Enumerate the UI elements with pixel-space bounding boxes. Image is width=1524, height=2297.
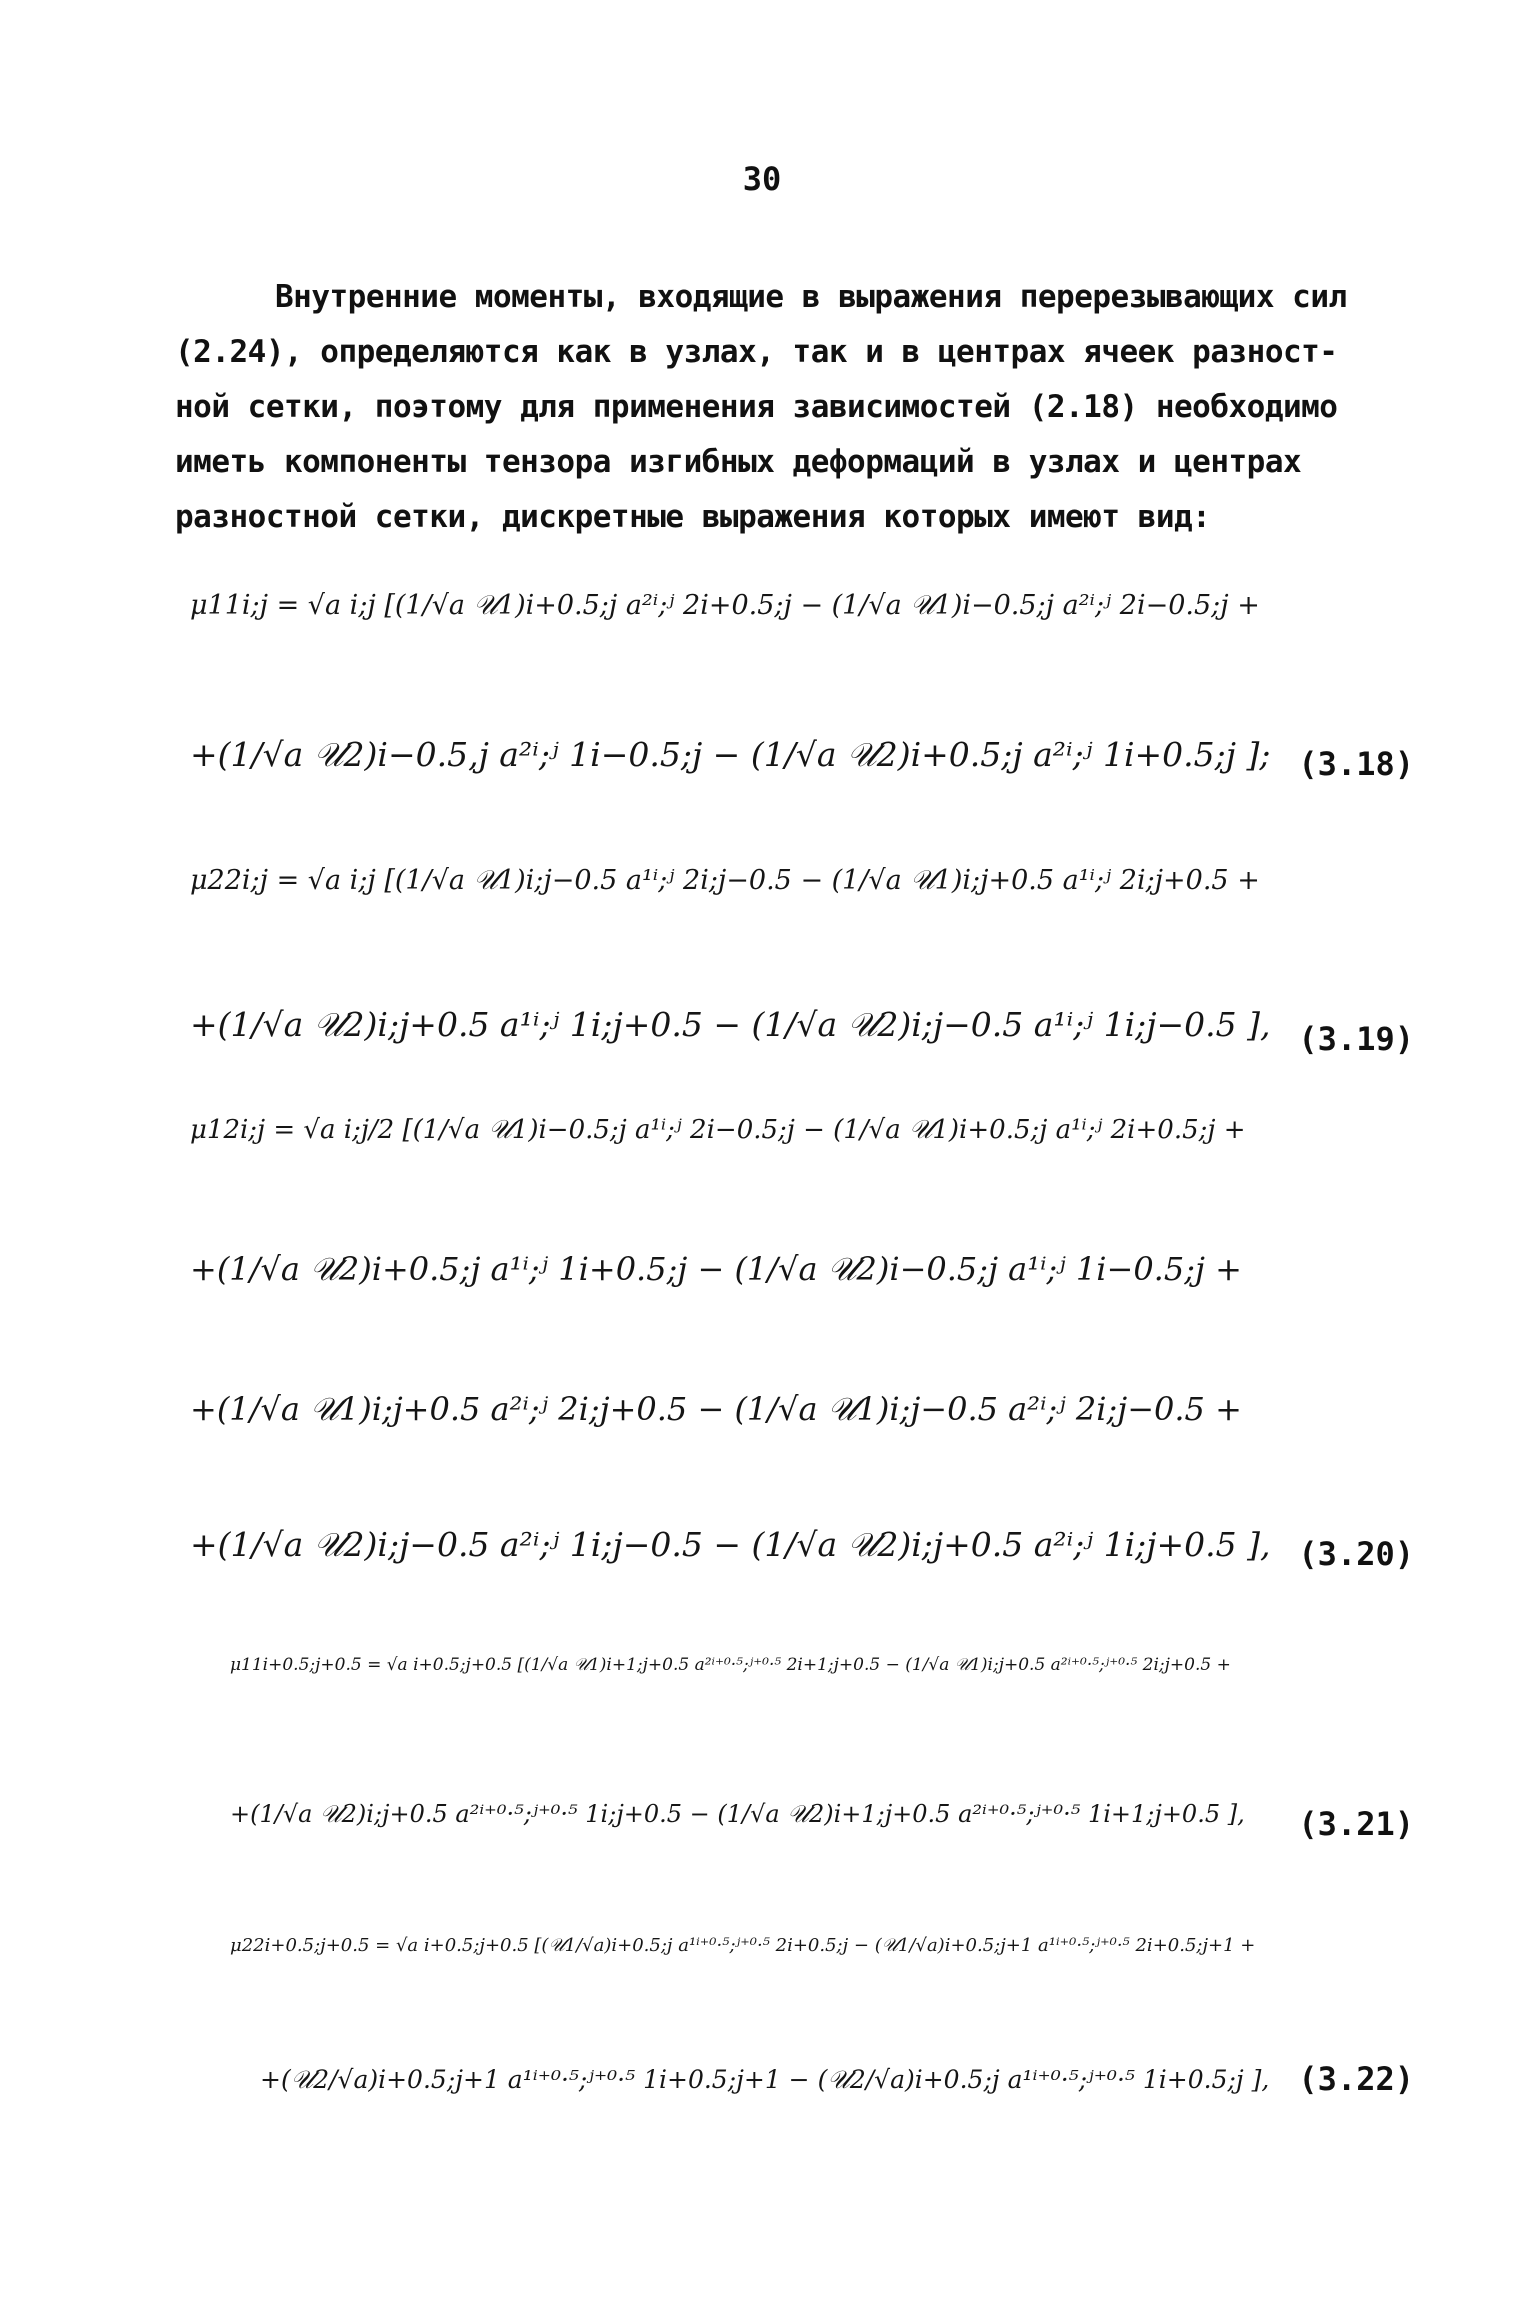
equation-label-3-18: (3.18)	[1298, 745, 1414, 783]
equation-label-3-22: (3.22)	[1298, 2060, 1414, 2098]
body-paragraph	[175, 270, 1405, 545]
equation-3-20-line-4: +(1/√a 𝒰2)i;j−0.5 a²ⁱ;ʲ 1i;j−0.5 − (1/√a 𝒰2)i;j+0.5 a²ⁱ;ʲ 1i;j+0.5 ],	[190, 1525, 1271, 1564]
equation-3-22-line-1: μ22i+0.5;j+0.5 = √a i+0.5;j+0.5 [(𝒰1/√a)i+0.5;j a¹ⁱ⁺⁰·⁵;ʲ⁺⁰·⁵ 2i+0.5;j − (𝒰1/√a)i+0.5;j+1 a¹ⁱ⁺⁰·⁵;ʲ⁺⁰·⁵ 2i+0.5;j+1 +	[230, 1935, 1256, 1956]
equation-label-3-19: (3.19)	[1298, 1020, 1414, 1058]
equation-3-19-line-1: μ22i;j = √a i;j [(1/√a 𝒰1)i;j−0.5 a¹ⁱ;ʲ 2i;j−0.5 − (1/√a 𝒰1)i;j+0.5 a¹ⁱ;ʲ 2i;j+0.5 +	[190, 865, 1260, 896]
paragraph-line: ной сетки, поэтому для применения зависимостей (2.18) необходимо	[175, 389, 1338, 425]
page-number: 30	[742, 160, 782, 198]
paragraph-line: иметь компоненты тензора изгибных деформаций в узлах и центрах	[175, 444, 1302, 480]
paragraph-line: Внутренние моменты, входящие в выражения перерезывающих сил	[275, 279, 1347, 315]
equation-3-21-line-2: +(1/√a 𝒰2)i;j+0.5 a²ⁱ⁺⁰·⁵;ʲ⁺⁰·⁵ 1i;j+0.5 − (1/√a 𝒰2)i+1;j+0.5 a²ⁱ⁺⁰·⁵;ʲ⁺⁰·⁵ 1i+1;j+0.5 ],	[230, 1800, 1245, 1828]
equation-3-22-line-2: +(𝒰2/√a)i+0.5;j+1 a¹ⁱ⁺⁰·⁵;ʲ⁺⁰·⁵ 1i+0.5;j+1 − (𝒰2/√a)i+0.5;j a¹ⁱ⁺⁰·⁵;ʲ⁺⁰·⁵ 1i+0.5;j ],	[260, 2065, 1270, 2094]
paragraph-line: (2.24), определяются как в узлах, так и в центрах ячеек разност-	[175, 334, 1338, 370]
equation-label-3-21: (3.21)	[1298, 1805, 1414, 1843]
equation-3-18-line-2: +(1/√a 𝒰2)i−0.5,j a²ⁱ;ʲ 1i−0.5;j − (1/√a 𝒰2)i+0.5;j a²ⁱ;ʲ 1i+0.5;j ];	[190, 735, 1271, 774]
equation-3-20-line-3: +(1/√a 𝒰1)i;j+0.5 a²ⁱ;ʲ 2i;j+0.5 − (1/√a 𝒰1)i;j−0.5 a²ⁱ;ʲ 2i;j−0.5 +	[190, 1390, 1242, 1428]
equation-3-20-line-2: +(1/√a 𝒰2)i+0.5;j a¹ⁱ;ʲ 1i+0.5;j − (1/√a 𝒰2)i−0.5;j a¹ⁱ;ʲ 1i−0.5;j +	[190, 1250, 1242, 1288]
equation-3-18-line-1: μ11i;j = √a i;j [(1/√a 𝒰1)i+0.5;j a²ⁱ;ʲ 2i+0.5;j − (1/√a 𝒰1)i−0.5;j a²ⁱ;ʲ 2i−0.5;j +	[190, 590, 1260, 621]
equation-3-21-line-1: μ11i+0.5;j+0.5 = √a i+0.5;j+0.5 [(1/√a 𝒰1)i+1;j+0.5 a²ⁱ⁺⁰·⁵;ʲ⁺⁰·⁵ 2i+1;j+0.5 − (1/√a 𝒰1)i;j+0.5 a²ⁱ⁺⁰·⁵;ʲ⁺⁰·⁵ 2i;j+0.5 +	[230, 1655, 1231, 1675]
equation-3-19-line-2: +(1/√a 𝒰2)i;j+0.5 a¹ⁱ;ʲ 1i;j+0.5 − (1/√a 𝒰2)i;j−0.5 a¹ⁱ;ʲ 1i;j−0.5 ],	[190, 1005, 1271, 1044]
paragraph-line: разностной сетки, дискретные выражения которых имеют вид:	[175, 499, 1211, 535]
equation-3-20-line-1: μ12i;j = √a i;j/2 [(1/√a 𝒰1)i−0.5;j a¹ⁱ;ʲ 2i−0.5;j − (1/√a 𝒰1)i+0.5;j a¹ⁱ;ʲ 2i+0.5;j +	[190, 1115, 1246, 1145]
equation-label-3-20: (3.20)	[1298, 1535, 1414, 1573]
